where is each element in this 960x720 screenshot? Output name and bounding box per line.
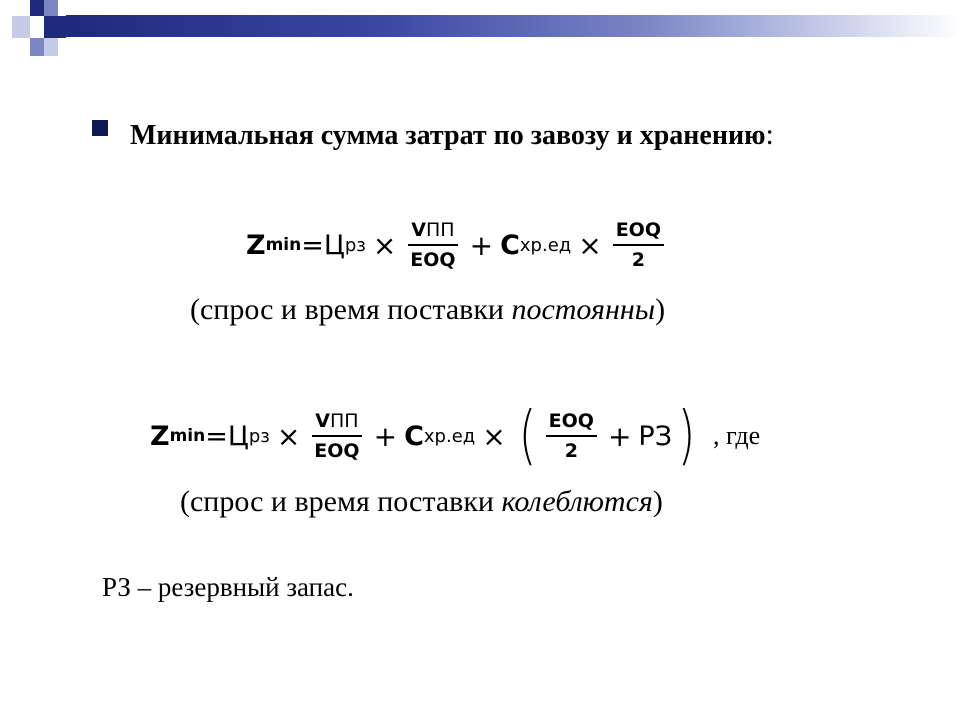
equals-sign: = [205, 420, 228, 452]
header-gradient-bar [66, 15, 960, 37]
price-symbol: Ц [323, 229, 345, 261]
header-square [30, 38, 44, 56]
fraction-numerator: VПП [408, 218, 457, 246]
header-square [30, 0, 44, 16]
fraction-numerator: VПП [312, 409, 361, 437]
condition-suffix: ) [655, 293, 666, 326]
header-square [44, 16, 66, 38]
condition-prefix: (спрос и время поставки [180, 485, 502, 518]
fraction-denominator: 2 [631, 249, 645, 271]
title-text: Минимальная сумма затрат по завозу и хранению [130, 120, 766, 151]
condition-prefix: (спрос и время поставки [190, 293, 512, 326]
plus-sign: + [469, 228, 494, 262]
times-sign: × [482, 419, 506, 453]
price-symbol: Ц [227, 420, 249, 452]
price-subscript: рз [248, 425, 270, 447]
z-symbol: Z [150, 420, 170, 452]
cost-subscript: хр.ед [423, 425, 476, 447]
z-symbol: Z [246, 229, 266, 261]
fraction-demand [311, 409, 362, 463]
condition-italic: колеблются [501, 485, 653, 518]
times-sign: × [276, 419, 301, 453]
title-colon: : [765, 118, 774, 151]
cost-symbol: C [404, 420, 424, 452]
fraction-eoq-half [546, 409, 597, 463]
cost-symbol: C [500, 229, 520, 261]
open-paren: ( [518, 399, 536, 473]
cost-subscript: хр.ед [519, 234, 572, 256]
fraction-denominator: EOQ [410, 249, 456, 271]
header-square [44, 0, 58, 16]
condition-italic: постоянны [511, 293, 656, 326]
fraction-denominator: 2 [564, 440, 578, 462]
header-square [44, 38, 58, 56]
where-word: , где [712, 421, 761, 450]
plus-sign: + [607, 419, 632, 453]
close-paren: ) [677, 399, 696, 473]
fraction-numerator: EOQ [613, 218, 664, 246]
fraction-demand [407, 218, 458, 272]
z-subscript: min [265, 235, 302, 255]
times-sign: × [578, 228, 602, 262]
price-subscript: рз [344, 234, 366, 256]
slide-title [130, 108, 830, 163]
fraction-denominator: EOQ [314, 440, 360, 462]
bullet-square-icon [92, 120, 108, 136]
equals-sign: = [301, 229, 324, 261]
formula-fluctuating [150, 400, 760, 472]
condition-fluctuating [180, 485, 663, 519]
times-sign: × [372, 228, 397, 262]
fraction-eoq-half [613, 218, 664, 272]
formula-constant [246, 210, 668, 280]
header-square [12, 16, 30, 38]
plus-sign: + [373, 419, 398, 453]
fraction-numerator: EOQ [546, 409, 597, 437]
z-subscript: min [169, 426, 206, 446]
condition-suffix: ) [652, 485, 663, 518]
condition-constant [190, 293, 665, 327]
reserve-symbol: РЗ [638, 420, 673, 452]
reserve-note: РЗ – резервный запас. [102, 572, 354, 602]
